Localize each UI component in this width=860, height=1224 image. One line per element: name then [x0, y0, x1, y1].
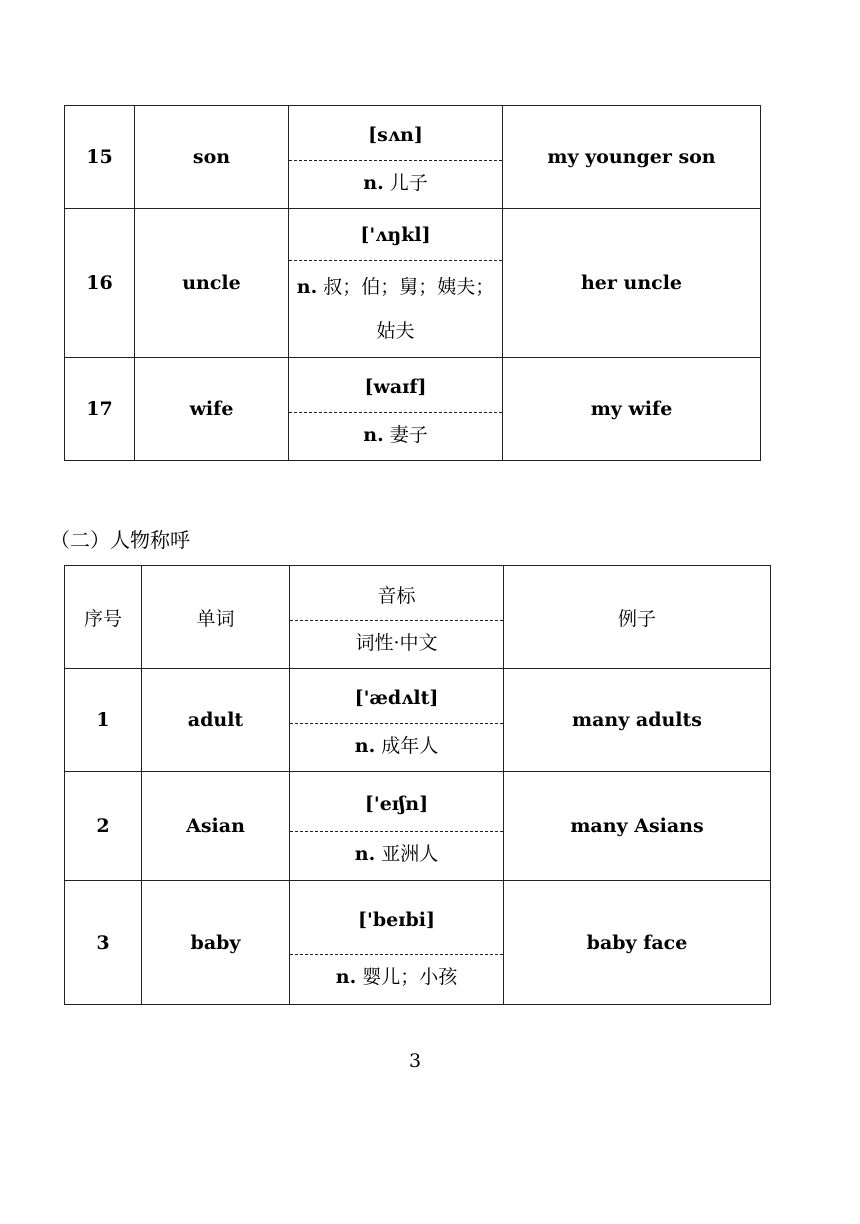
phonetic-meaning-cell [290, 669, 504, 772]
meaning [290, 724, 503, 768]
chinese-meaning: 亚洲人 [381, 842, 439, 865]
chinese-meaning: 妻子 [389, 424, 428, 446]
header-phonetic: 音标 [290, 569, 503, 621]
row-number: 3 [65, 881, 142, 1005]
phonetic: ['beɪbi] [290, 886, 503, 955]
table-header-row [65, 566, 771, 669]
example: many Asians [504, 772, 771, 881]
phonetic: ['eɪʃn] [290, 777, 503, 832]
word: wife [135, 358, 289, 461]
table-row [65, 358, 761, 461]
part-of-speech: n. [354, 842, 376, 865]
meaning [289, 161, 502, 205]
word: son [135, 106, 289, 209]
phonetic: [sʌn] [289, 109, 502, 161]
phonetic: [waɪf] [289, 361, 502, 413]
row-number: 17 [65, 358, 135, 461]
word: baby [142, 881, 290, 1005]
word: Asian [142, 772, 290, 881]
row-number: 16 [65, 209, 135, 358]
chinese-meaning: 叔；伯；舅；姨夫；姑夫 [323, 276, 495, 342]
table-row [65, 209, 761, 358]
word: uncle [135, 209, 289, 358]
part-of-speech: n. [296, 276, 318, 298]
table-row [65, 106, 761, 209]
word: adult [142, 669, 290, 772]
header-word: 单词 [142, 566, 290, 669]
phonetic-meaning-cell [290, 772, 504, 881]
phonetic: ['ʌŋkl] [289, 209, 502, 261]
meaning [290, 955, 503, 999]
row-number: 2 [65, 772, 142, 881]
table-row [65, 772, 771, 881]
meaning [289, 261, 502, 357]
example: her uncle [503, 209, 761, 358]
meaning [289, 413, 502, 457]
vocab-table-top [64, 105, 761, 461]
example: baby face [504, 881, 771, 1005]
header-example: 例子 [504, 566, 771, 669]
header-phonetic-meaning [290, 566, 504, 669]
part-of-speech: n. [354, 735, 376, 757]
row-number: 15 [65, 106, 135, 209]
part-of-speech: n. [363, 424, 384, 446]
example: many adults [504, 669, 771, 772]
table-row [65, 881, 771, 1005]
phonetic-meaning-cell [289, 209, 503, 358]
page-number: 3 [408, 1050, 422, 1072]
meaning [290, 832, 503, 876]
header-meaning: 词性·中文 [355, 632, 438, 654]
part-of-speech: n. [335, 966, 357, 988]
example: my wife [503, 358, 761, 461]
example: my younger son [503, 106, 761, 209]
phonetic: ['ædʌlt] [290, 672, 503, 724]
phonetic-meaning-cell [289, 358, 503, 461]
phonetic-meaning-cell [290, 881, 504, 1005]
section-heading: （二）人物称呼 [50, 528, 190, 552]
chinese-meaning: 儿子 [389, 172, 428, 194]
vocab-table-bottom [64, 565, 771, 1005]
row-number: 1 [65, 669, 142, 772]
part-of-speech: n. [363, 172, 384, 194]
table-row [65, 669, 771, 772]
chinese-meaning: 成年人 [381, 735, 439, 757]
chinese-meaning: 婴儿；小孩 [362, 966, 458, 988]
header-number: 序号 [65, 566, 142, 669]
phonetic-meaning-cell [289, 106, 503, 209]
